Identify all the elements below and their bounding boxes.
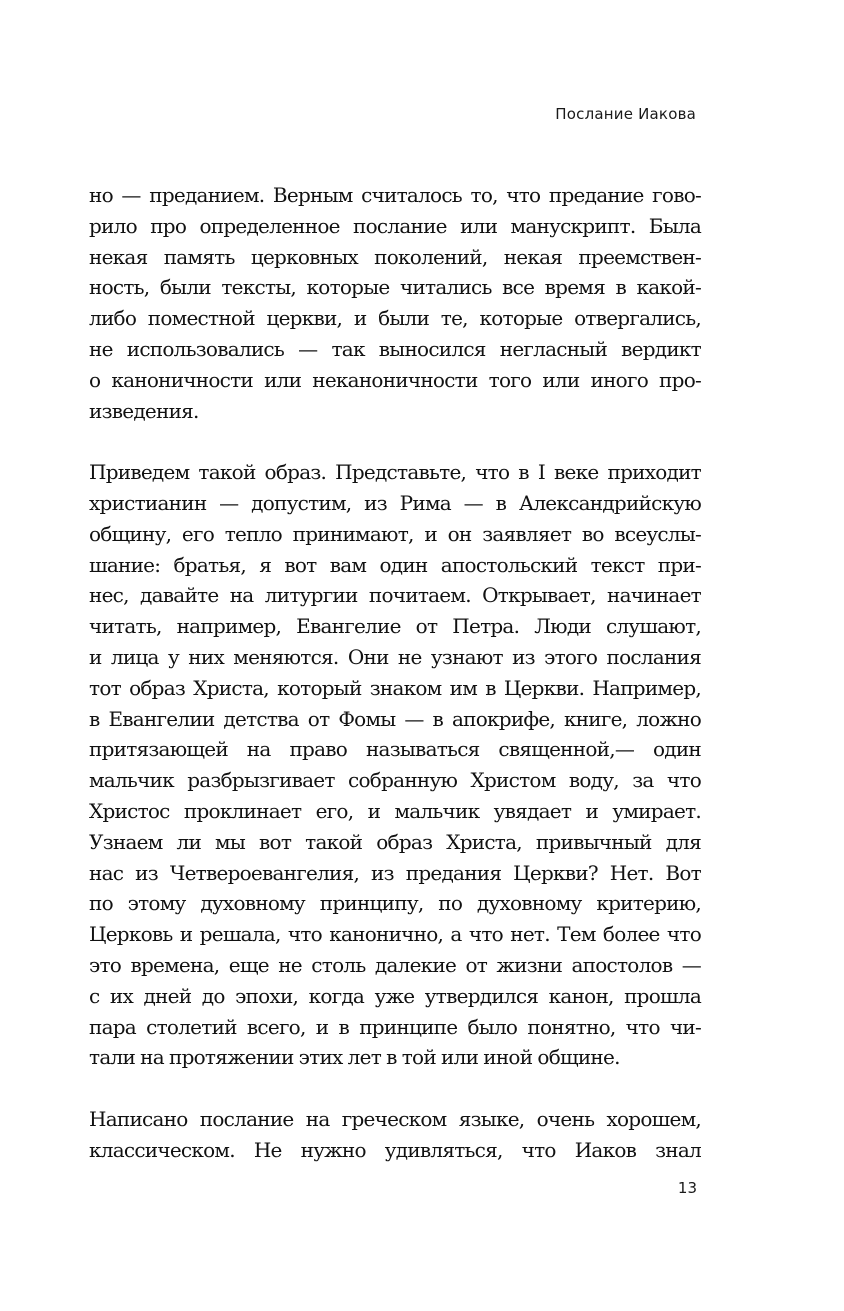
text-line: шание: братья, я вот вам один апостольский текст при- bbox=[89, 552, 701, 577]
text-line: Христос проклинает его, и мальчик увядает и умирает. bbox=[89, 798, 701, 823]
text-line: некая память церковных поколений, некая преемствен- bbox=[89, 244, 701, 269]
text-line: по этому духовному принципу, по духовному критерию, bbox=[89, 891, 701, 916]
text-line: общину, его тепло принимают, и он заявляет во всеуслы- bbox=[89, 521, 701, 546]
text-line: нас из Четвероевангелия, из предания Церкви? Нет. Вот bbox=[89, 860, 701, 885]
text-line: мальчик разбрызгивает собранную Христом воду, за что bbox=[89, 768, 701, 793]
text-line: ность, были тексты, которые читались все время в какой- bbox=[89, 275, 701, 300]
body-text bbox=[89, 180, 701, 1196]
text-line: нес, давайте на литургии почитаем. Открывает, начинает bbox=[89, 583, 701, 608]
text-line: но — преданием. Верным считалось то, что предание гово- bbox=[89, 183, 701, 207]
page-number: 13 bbox=[677, 1179, 697, 1197]
text-line: рило про определенное послание или манускрипт. Была bbox=[89, 213, 701, 238]
text-line: классическом. Не нужно удивляться, что Иаков знал bbox=[89, 1137, 701, 1162]
text-line: либо поместной церкви, и были те, которые отвергались, bbox=[89, 306, 701, 331]
text-line: притязающей на право называться священной,— один bbox=[89, 737, 701, 762]
text-line: Написано послание на греческом языке, очень хорошем, bbox=[89, 1106, 701, 1131]
text-line: и лица у них меняются. Они не узнают из этого послания bbox=[89, 644, 701, 669]
text-line: о каноничности или неканоничности того или иного про- bbox=[89, 367, 701, 392]
text-line: Приведем такой образ. Представьте, что в I веке приходит bbox=[89, 460, 701, 485]
running-head: Послание Иакова bbox=[555, 105, 696, 123]
paragraph-3 bbox=[89, 1104, 701, 1166]
text-line: с их дней до эпохи, когда уже утвердился канон, прошла bbox=[89, 983, 701, 1008]
text-line: в Евангелии детства от Фомы — в апокрифе, книге, ложно bbox=[89, 706, 701, 731]
text-line: Узнаем ли мы вот такой образ Христа, привычный для bbox=[89, 829, 701, 854]
text-line: пара столетий всего, и в принципе было понятно, что чи- bbox=[89, 1014, 701, 1039]
text-line: христианин — допустим, из Рима — в Александрийскую bbox=[89, 490, 701, 515]
paragraph-1 bbox=[89, 180, 701, 426]
text-line: тали на протяжении этих лет в той или иной общине. bbox=[89, 1045, 620, 1070]
text-line: это времена, еще не столь далекие от жизни апостолов — bbox=[89, 952, 701, 977]
paragraph-2 bbox=[89, 457, 701, 1073]
text-line: тот образ Христа, который знаком им в Церкви. Например, bbox=[89, 675, 701, 700]
text-line: Церковь и решала, что канонично, а что нет. Тем более что bbox=[89, 922, 701, 947]
text-line: читать, например, Евангелие от Петра. Люди слушают, bbox=[89, 614, 701, 639]
text-line: изведения. bbox=[89, 398, 199, 423]
text-line: не использовались — так выносился негласный вердикт bbox=[89, 336, 701, 361]
